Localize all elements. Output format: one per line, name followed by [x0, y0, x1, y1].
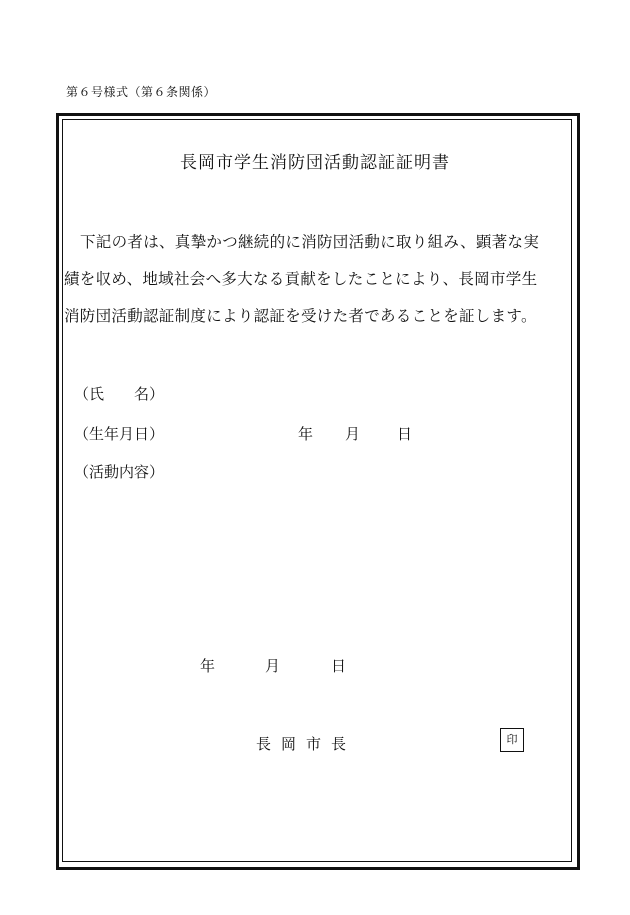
seal-box: 印: [500, 728, 524, 752]
issuer-title: 長岡市長: [256, 735, 357, 753]
issue-date-day-label: 日: [331, 657, 347, 675]
body-line-3: 消防団活動認証制度により認証を受けた者であることを証します。: [64, 307, 537, 325]
body-line-2: 績を収め、地域社会へ多大なる貢献をしたことにより、長岡市学生: [64, 270, 538, 288]
name-label: （氏 名）: [74, 385, 165, 403]
certificate-title: 長岡市学生消防団活動認証証明書: [180, 153, 450, 173]
birthdate-year-label: 年: [298, 425, 314, 443]
body-line-1: 下記の者は、真摯かつ継続的に消防団活動に取り組み、顕著な実: [80, 233, 540, 251]
issue-date-month-label: 月: [265, 657, 281, 675]
birthdate-label: （生年月日）: [74, 425, 165, 443]
birthdate-month-label: 月: [345, 425, 361, 443]
issue-date-year-label: 年: [200, 657, 216, 675]
activity-label: （活動内容）: [74, 463, 165, 481]
birthdate-day-label: 日: [397, 425, 413, 443]
form-number: 第６号様式（第６条関係）: [66, 85, 217, 99]
certificate-body: [64, 224, 570, 335]
